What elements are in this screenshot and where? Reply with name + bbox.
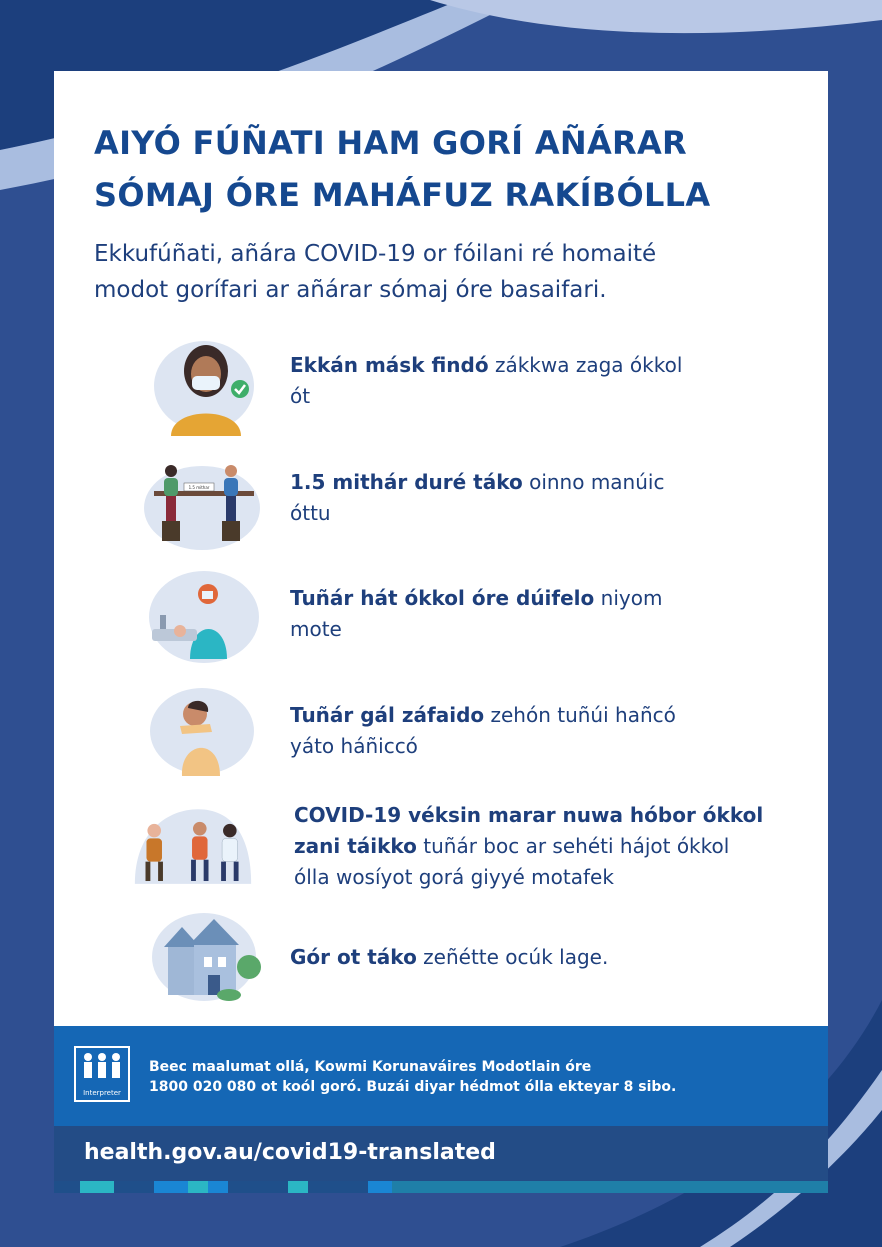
face-mask-icon	[146, 336, 276, 436]
tip-handwash-line2: mote	[290, 617, 342, 641]
tip-handwash-text	[290, 583, 790, 645]
tip-distance-line2: óttu	[290, 501, 331, 525]
tip-home-text	[290, 942, 790, 973]
tip-vaccine-bold: COVID-19 véksin marar nuwa hóbor ókkol	[294, 803, 764, 827]
tip-vaccine-line2: tuñár boc ar sehéti hájot ókkol	[416, 834, 730, 858]
website-link[interactable]: health.gov.au/covid19-translated	[84, 1140, 496, 1165]
interpreter-label: Interpreter	[83, 1089, 121, 1097]
tip-distance-text	[290, 467, 790, 529]
interpreter-icon	[74, 1046, 130, 1102]
footer-stripe	[54, 1181, 828, 1193]
info-line-2: 1800 020 080 ot koól goró. Buzái diyar hédmot ólla ekteyar 8 sibo.	[149, 1079, 677, 1095]
distance-sign: 1.5 mithar	[188, 485, 210, 490]
interpreter-people-icon	[76, 1048, 128, 1088]
vaccination-icon	[130, 800, 256, 900]
info-band	[54, 1026, 828, 1126]
house-icon	[144, 907, 274, 1007]
tip-mask-line2: ót	[290, 384, 311, 408]
content-card	[54, 71, 828, 1026]
info-text	[149, 1057, 809, 1097]
tip-vaccine-line2-bold: zani táikko	[294, 834, 417, 858]
tip-distance-bold: 1.5 mithár duré táko	[290, 470, 523, 494]
title-line-1: AIYÓ FÚÑATI HAM GORÍ AÑÁRAR	[94, 124, 687, 162]
distance-icon	[134, 453, 264, 553]
tip-home-bold: Gór ot táko	[290, 945, 417, 969]
tip-cough-line2: yáto háñiccó	[290, 734, 418, 758]
tip-distance-rest: oinno manúic	[522, 470, 665, 494]
intro-line-1: Ekkufúñati, añára COVID-19 or fóilani ré homaité	[94, 241, 657, 267]
tip-cough-bold: Tuñár gál záfaido	[290, 703, 485, 727]
intro-line-2: modot gorífari ar añárar sómaj óre basaifari.	[94, 277, 607, 303]
tip-cough-text	[290, 700, 790, 762]
tip-vaccine-line3: ólla wosíyot gorá giyyé motafek	[294, 865, 614, 889]
tip-mask-text	[290, 350, 790, 412]
info-line-1: Beec maalumat ollá, Kowmi Korunaváires Modotlain óre	[149, 1059, 592, 1075]
tip-handwash-bold: Tuñár hát ókkol óre dúifelo	[290, 586, 595, 610]
hand-washing-icon	[142, 569, 272, 669]
tip-mask-rest: zákkwa zaga ókkol	[488, 353, 683, 377]
tip-vaccine-text	[294, 800, 814, 893]
intro-text	[94, 236, 814, 308]
tip-handwash-rest: niyom	[594, 586, 663, 610]
cough-elbow-icon	[140, 686, 270, 786]
tip-mask-bold: Ekkán másk findó	[290, 353, 489, 377]
title-line-2: SÓMAJ ÓRE MAHÁFUZ RAKÍBÓLLA	[94, 176, 711, 214]
url-band	[54, 1126, 828, 1181]
tip-cough-rest: zehón tuñúi hañcó	[484, 703, 676, 727]
tip-home-rest: zeñétte ocúk lage.	[416, 945, 609, 969]
page-title	[94, 117, 814, 221]
